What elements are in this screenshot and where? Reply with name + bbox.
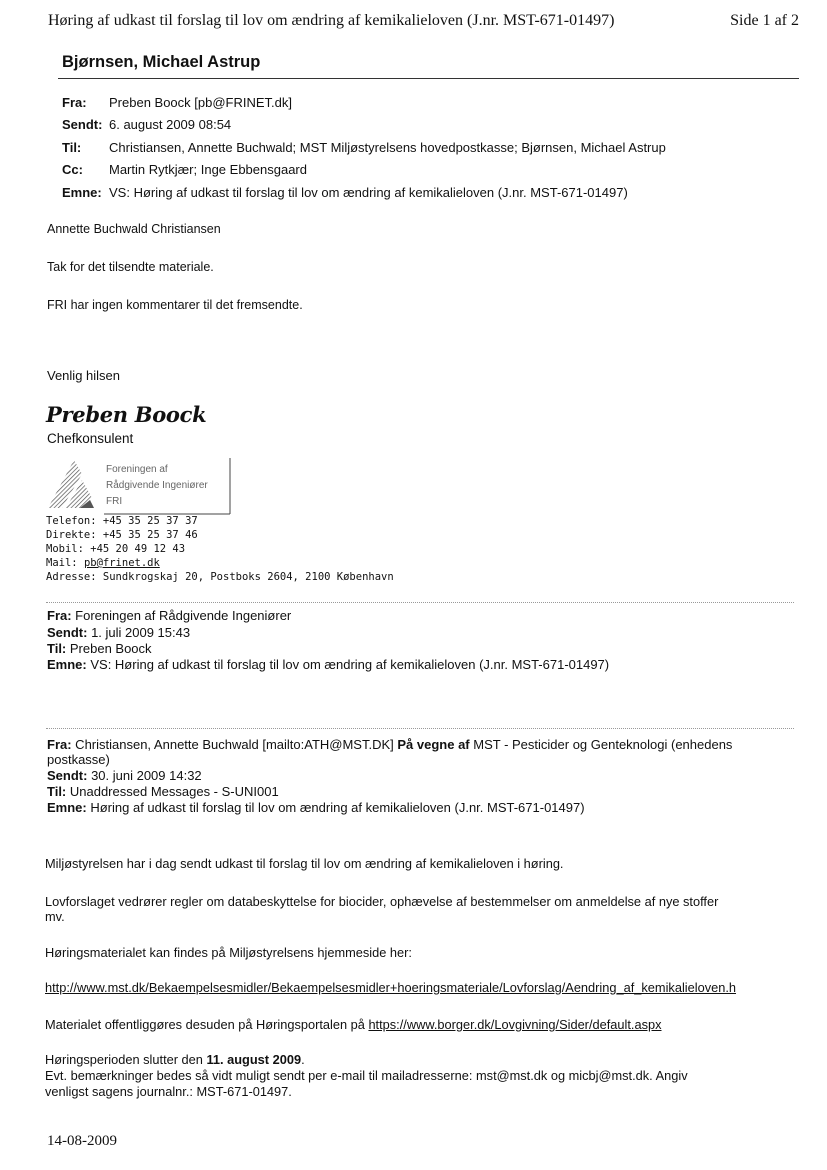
fwd2-subject: Emne: Høring af udkast til forslag til lov om ændring af kemikalieloven (J.nr. MST-671-01497) [47, 800, 585, 815]
logo-line-2: Rådgivende Ingeniører [106, 480, 208, 491]
separator-2 [46, 728, 794, 729]
footer-date: 14-08-2009 [47, 1133, 117, 1149]
logo-line-3: FRI [106, 496, 123, 507]
fwd2-from-cont: postkasse) [47, 752, 110, 767]
closing-greeting: Venlig hilsen [47, 368, 120, 383]
sent-label: Sendt: [62, 117, 103, 133]
mst-link[interactable]: http://www.mst.dk/Bekaempelsesmidler/Bekaempelsesmidler+hoeringsmateriale/Lovforslag/Aendring_af_kemikalieloven.h [45, 980, 737, 995]
fwd1-subject: Emne: VS: Høring af udkast til forslag til lov om ændring af kemikalieloven (J.nr. MST-671-01497) [47, 657, 610, 672]
body-recipient: Annette Buchwald Christiansen [47, 222, 221, 236]
msg-p6b: venligst sagens journalnr.: MST-671-01497. [45, 1084, 292, 1099]
msg-p4: Materialet offentliggøres desuden på Høringsportalen på https://www.borger.dk/Lovgivning/Sider/default.aspx [45, 1017, 662, 1032]
subject-value: VS: Høring af udkast til forslag til lov om ændring af kemikalieloven (J.nr. MST-671-01497) [109, 184, 628, 200]
body-line-2: FRI har ingen kommentarer til det fremsendte. [47, 298, 303, 312]
fwd1-from: Fra: Foreningen af Rådgivende Ingeniører [47, 608, 292, 623]
msg-p5: Høringsperioden slutter den 11. august 2009. [45, 1052, 305, 1067]
contact-mobil: Mobil: +45 20 49 12 43 [46, 543, 186, 555]
portal-link[interactable]: https://www.borger.dk/Lovgivning/Sider/default.aspx [368, 1017, 662, 1032]
separator-1 [46, 602, 794, 603]
header-row-cc [62, 159, 666, 182]
msg-p2b: mv. [45, 909, 65, 924]
logo-line-1: Foreningen af [106, 464, 168, 475]
contact-direkte: Direkte: +45 35 25 37 46 [46, 529, 198, 541]
from-label: Fra: [62, 94, 87, 110]
to-label: Til: [62, 139, 82, 155]
page-number: Side 1 af 2 [730, 12, 799, 29]
to-value: Christiansen, Annette Buchwald; MST Miljøstyrelsens hovedpostkasse; Bjørnsen, Michael Astrup [109, 139, 666, 155]
contact-mail-link[interactable]: pb@frinet.dk [83, 557, 160, 569]
contact-mail [46, 557, 160, 569]
fwd2-sent: Sendt: 30. juni 2009 14:32 [47, 768, 202, 783]
msg-p2a: Lovforslaget vedrører regler om databeskyttelse for biocider, ophævelse af bestemmelser om anmeldelse af nye stoffer [45, 894, 719, 909]
msg-p6a: Evt. bemærkninger bedes så vidt muligt sendt per e-mail til mailadresserne: mst@mst.dk og micbj@mst.dk. Angiv [45, 1068, 688, 1083]
contact-mail-label: Mail: [46, 557, 84, 569]
sent-value: 6. august 2009 08:54 [109, 117, 232, 133]
header-row-sent [62, 114, 666, 137]
header-divider [58, 78, 799, 79]
email-header-fields [62, 91, 666, 204]
header-row-to [62, 136, 666, 159]
handwritten-signature: Preben Boock [46, 402, 207, 427]
subject-label: Emne: [62, 184, 102, 200]
fwd1-sent: Sendt: 1. juli 2009 15:43 [47, 625, 191, 640]
signer-role: Chefkonsulent [47, 431, 134, 446]
cc-value: Martin Rytkjær; Inge Ebbensgaard [109, 162, 307, 178]
contact-telefon: Telefon: +45 35 25 37 37 [46, 515, 198, 527]
document-title: Høring af udkast til forslag til lov om ændring af kemikalieloven (J.nr. MST-671-01497) [48, 12, 615, 29]
fwd1-to: Til: Preben Boock [47, 641, 152, 656]
from-value: Preben Boock [pb@FRINET.dk] [109, 94, 292, 110]
cc-label: Cc: [62, 162, 83, 178]
msg-p1: Miljøstyrelsen har i dag sendt udkast til forslag til lov om ændring af kemikalieloven i høring. [45, 856, 564, 871]
fwd2-to: Til: Unaddressed Messages - S-UNI001 [47, 784, 279, 799]
body-line-1: Tak for det tilsendte materiale. [47, 260, 214, 274]
fwd2-from: Fra: Christiansen, Annette Buchwald [mailto:ATH@MST.DK] På vegne af MST - Pesticider og Genteknologi (enhedens [47, 737, 733, 752]
header-row-from [62, 91, 666, 114]
header-row-subject [62, 181, 666, 204]
fri-logo [46, 456, 232, 516]
contact-adresse: Adresse: Sundkrogskaj 20, Postboks 2604, 2100 København [46, 571, 394, 583]
msg-p3: Høringsmaterialet kan findes på Miljøstyrelsens hjemmeside her: [45, 945, 412, 960]
mailbox-owner: Bjørnsen, Michael Astrup [62, 53, 261, 71]
